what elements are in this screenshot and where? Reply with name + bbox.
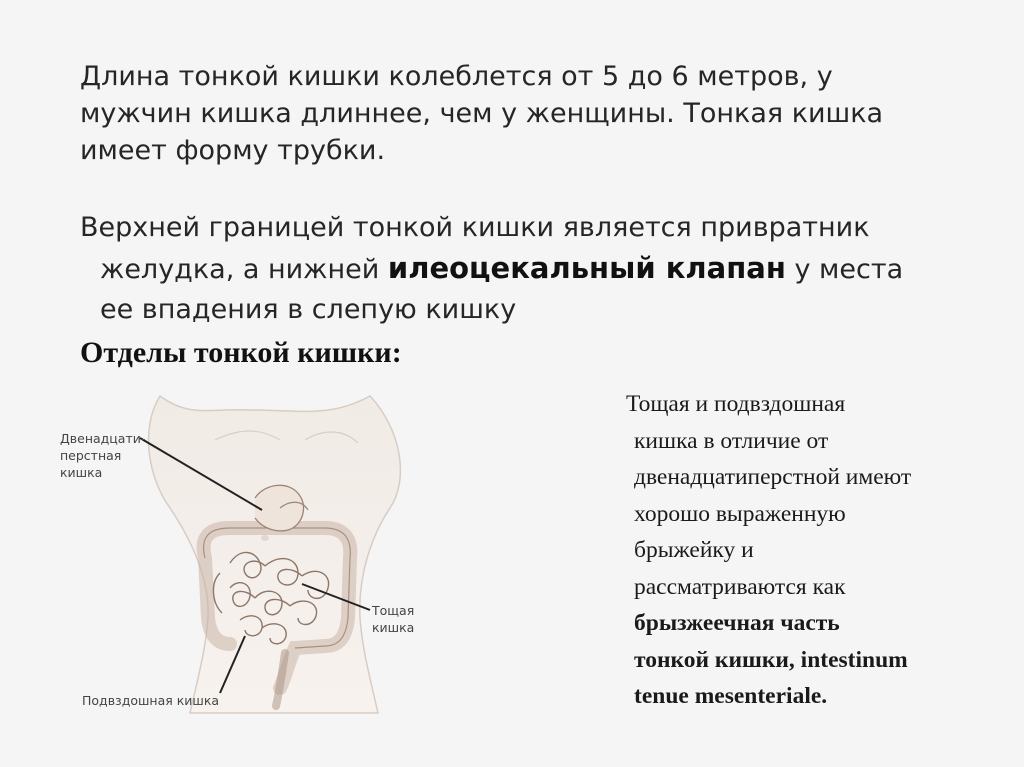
right-line-6: рассматриваются как [634,573,846,600]
mesenteric-term-3: tenue mesenteriale. [634,683,828,709]
label-duodenum-line1: Двенадцати- [60,431,146,446]
boundary-line-2 [80,248,980,290]
boundary-line-2-post: у места [785,254,904,285]
label-ileum: Подвздошная кишка [82,693,220,708]
label-duodenum-line3: кишка [60,465,103,480]
boundary-paragraph [80,208,980,330]
right-line-3: двенадцатиперстной имеют [634,464,912,490]
boundary-line-3: ее впадения в слепую кишку [100,294,517,325]
sections-heading: Отделы тонкой кишки: [80,336,402,369]
boundary-line-1: Верхней границей тонкой кишки является привратник [80,212,870,243]
right-line-4: хорошо выраженную [634,500,846,527]
label-duodenum-line2: перстная [60,448,122,463]
label-jejunum-line1: Тощая [372,603,415,618]
right-line-8 [634,642,1004,679]
mesenteric-term-2: тонкой кишки, intestinum [634,646,908,673]
right-line-1: Тощая и подвздошная [626,391,846,417]
right-line-7 [634,605,1004,642]
label-jejunum-line2: кишка [372,620,415,635]
label-jejunum [372,602,414,636]
torso-outline [149,396,401,713]
right-line-5: брыжейку и [634,537,754,563]
intestine-illustration [40,388,460,728]
right-line-2: кишка в отличие от [634,427,829,454]
duodenum-shape [255,485,304,531]
label-duodenum [60,430,145,481]
boundary-line-2-pre: желудка, а нижней [100,254,388,285]
mesenteric-term-1: брызжеечная часть [634,610,840,636]
mesenteric-description [626,386,1004,715]
right-line-9 [634,678,1004,715]
ileocecal-valve-term: илеоцекальный клапан [387,251,786,285]
intro-paragraph: Длина тонкой кишки колеблется от 5 до 6 метров, у мужчин кишка длиннее, чем у женщины. Тонкая кишка имеет форму трубки. [80,61,884,166]
